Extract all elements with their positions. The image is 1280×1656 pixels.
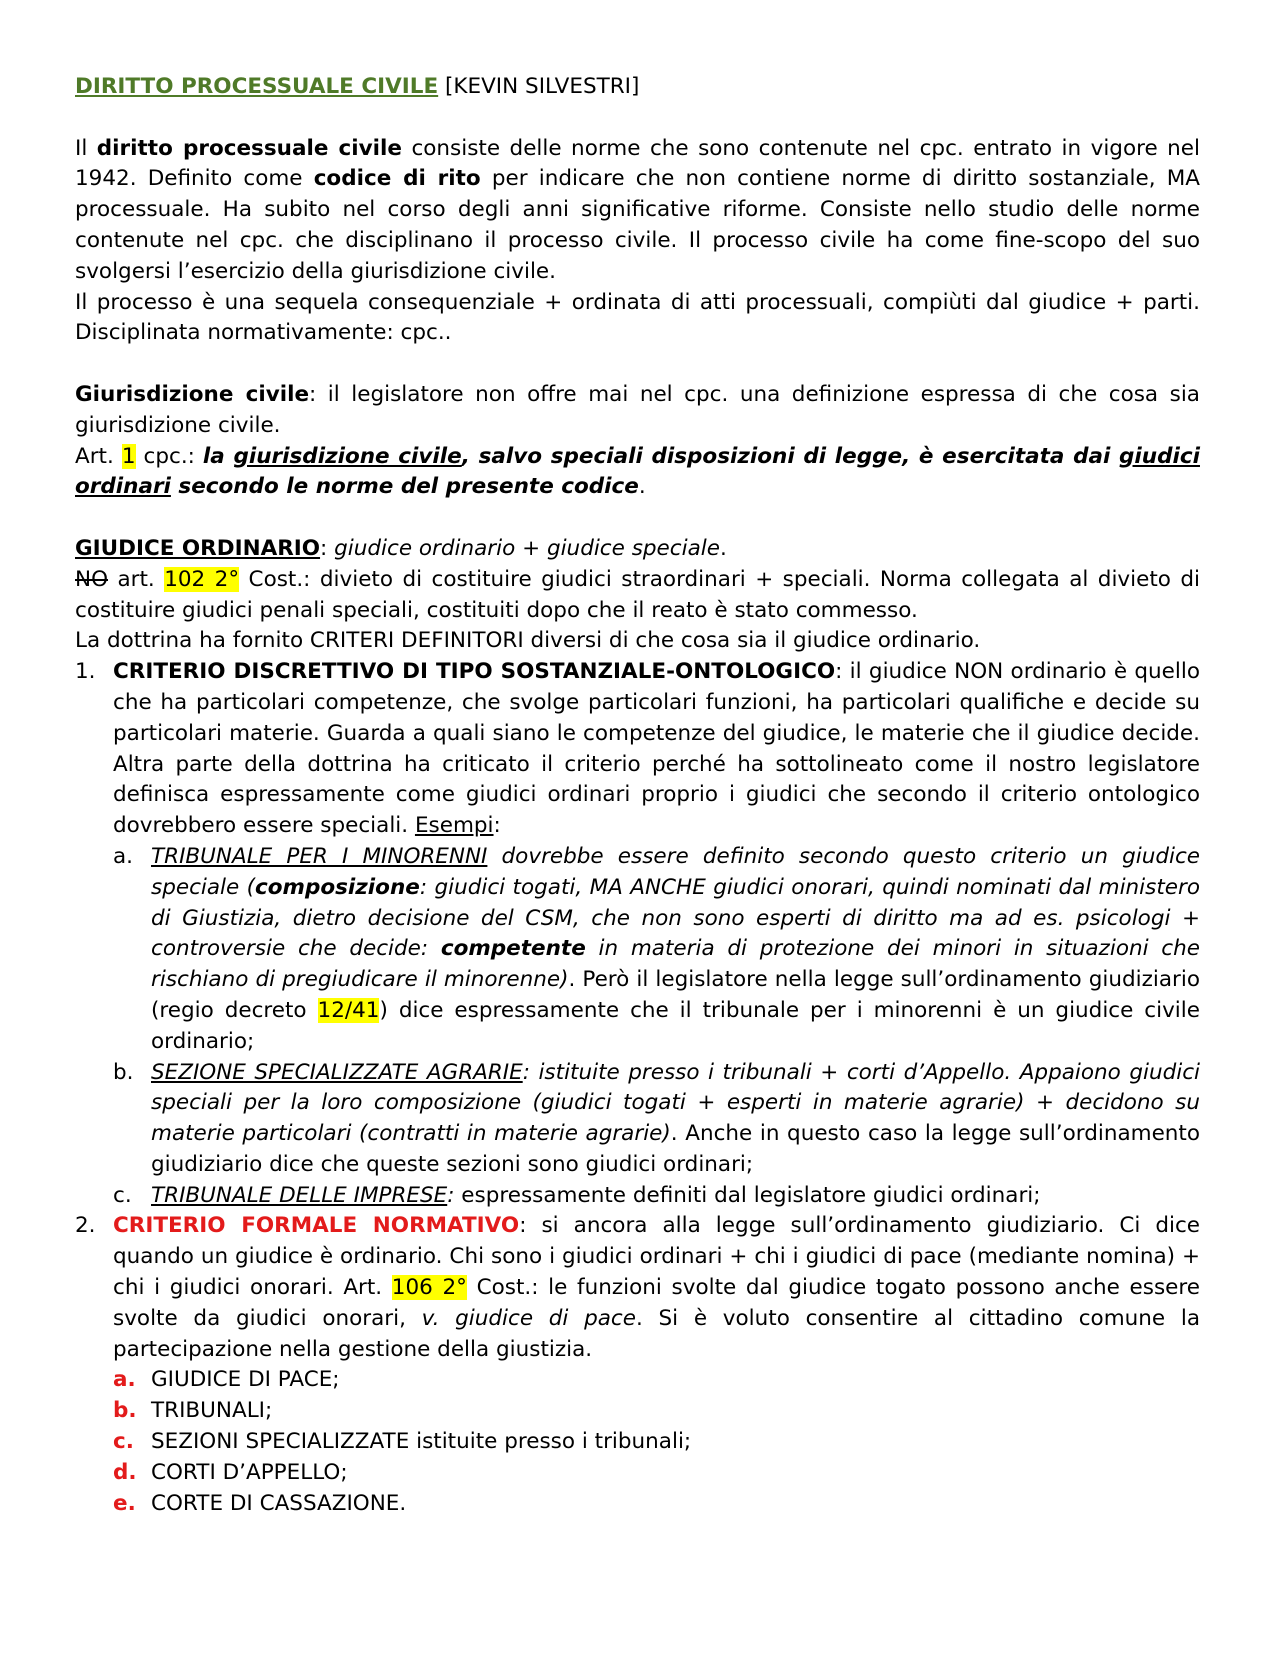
criterio-title: CRITERIO DISCRETTIVO DI TIPO SOSTANZIALE-ONTOLOGICO xyxy=(113,659,836,685)
highlighted-article: 1 xyxy=(121,443,136,469)
list-number: 1. xyxy=(75,659,96,685)
highlighted-article: 106 2° xyxy=(391,1275,467,1301)
courts-list xyxy=(113,1365,1200,1519)
bold-term: Giurisdizione civile xyxy=(75,381,310,407)
quote-text: la xyxy=(202,443,234,469)
quote-text: , salvo speciali disposizioni di legge, è esercitata dai xyxy=(461,443,1120,469)
text: per indicare che non contiene norme di diritto sostanziale, MA processuale. Ha subito nel corso degli anni significative riforme. Consiste nello studio delle norme contenute nel cpc. che disciplinano il processo civile. Il processo civile ha come fine-scopo del suo svolgersi l’esercizio della giurisdizione civile. xyxy=(75,166,1200,284)
underlined-text: Esempi xyxy=(414,813,494,839)
criteri-paragraph: La dottrina ha fornito CRITERI DEFINITORI diversi di che cosa sia il giudice ordinario. xyxy=(75,628,981,654)
art102-paragraph xyxy=(75,565,1200,627)
court-item xyxy=(113,1365,1200,1396)
list-item-criterio-2 xyxy=(75,1211,1200,1519)
text: Cost.: divieto di costituire giudici straordinari + speciali. Norma collegata al divieto di costituire giudici penali speciali, costituiti dopo che il reato è stato commesso. xyxy=(75,566,1200,623)
quote-underlined: giurisdizione civile xyxy=(233,443,462,469)
quote-underlined: giudici ordinari xyxy=(75,443,1200,500)
list-letter: b. xyxy=(113,1059,134,1085)
text: consiste delle norme che sono contenute nel cpc. entrato in vigore nel 1942. Definito come xyxy=(75,135,1200,192)
list-letter: e. xyxy=(113,1490,136,1516)
italic-text: : istituite presso i tribunali + corti d’Appello. Appaiono giudici speciali per la loro composizione (giudici togati + esperti in materie agrarie) + decidono su materie particolari (contratti in materie agrarie) xyxy=(151,1059,1200,1147)
italic-text: v. giudice di pace xyxy=(421,1305,636,1331)
intro-paragraph xyxy=(75,134,1200,288)
list-letter: d. xyxy=(113,1459,137,1485)
court-label: TRIBUNALI; xyxy=(151,1398,273,1424)
list-item-criterio-1 xyxy=(75,657,1200,1211)
court-label: SEZIONI SPECIALIZZATE istituite presso i tribunali; xyxy=(151,1429,692,1455)
court-label: GIUDICE DI PACE; xyxy=(151,1367,340,1393)
text: : il legislatore non offre mai nel cpc. una definizione espressa di che cosa sia giurisdizione civile. xyxy=(75,381,1200,438)
underlined-italic: TRIBUNALE PER I MINORENNI xyxy=(151,843,488,869)
quote-text: secondo le norme del presente codice xyxy=(170,474,639,500)
list-letter: a. xyxy=(113,1367,136,1393)
list-item-a xyxy=(113,842,1200,1058)
list-letter: c. xyxy=(113,1429,134,1455)
italic-text: giudice ordinario + giudice speciale xyxy=(334,535,720,561)
list-number: 2. xyxy=(75,1213,96,1239)
court-item xyxy=(113,1489,1200,1520)
text: : xyxy=(320,535,335,561)
page-title: DIRITTO PROCESSUALE CIVILE xyxy=(75,74,439,99)
text: . Però il legislatore nella legge sull’ordinamento giudiziario (regio decreto xyxy=(151,967,1200,1023)
italic-text: in materia di protezione dei minori in situazioni che rischiano di pregiudicare il minorenne) xyxy=(151,936,1200,993)
list-letter: b. xyxy=(113,1398,137,1424)
highlighted-article: 102 2° xyxy=(164,566,240,592)
author: [KEVIN SILVESTRI] xyxy=(445,74,640,99)
bold-term: codice di rito xyxy=(313,166,481,192)
giurisdizione-paragraph xyxy=(75,380,1200,442)
text: Il xyxy=(75,135,97,161)
strikethrough-text: NO xyxy=(75,566,109,592)
text: art. xyxy=(108,566,165,592)
text: Art. xyxy=(75,443,122,469)
italic-text: : giudici togati, MA ANCHE giudici onorari, quindi nominati dal ministero di Giustizia, dietro decisione del CSM, che non sono esperti di diritto ma ad es. psicologi + controversie che decide: xyxy=(151,874,1201,962)
underlined-italic: SEZIONE SPECIALIZZATE AGRARIE xyxy=(151,1059,523,1085)
court-item xyxy=(113,1458,1200,1489)
list-item-c xyxy=(113,1181,1200,1212)
text: ) dice espressamente che il tribunale per i minorenni è un giudice civile ordinario; xyxy=(151,997,1200,1054)
text: : il giudice NON ordinario è quello che ha particolari competenze, che svolge particolari funzioni, ha particolari qualifiche e decide su particolari materie. Guarda a quali siano le competenze del giudice, le materie che il giudice decide. Altra parte della dottrina ha criticato il criterio perché ha sottolineato come il nostro legislatore definisca espressamente come giudici ordinari proprio i giudici che secondo il criterio ontologico dovrebbero essere speciali. xyxy=(113,659,1200,839)
criteri-list xyxy=(75,657,1200,1519)
criterio-title-red: CRITERIO FORMALE NORMATIVO xyxy=(113,1213,520,1239)
court-item xyxy=(113,1427,1200,1458)
section-heading: GIUDICE ORDINARIO xyxy=(75,535,321,561)
court-item xyxy=(113,1396,1200,1427)
court-label: CORTI D’APPELLO; xyxy=(151,1459,348,1485)
list-letter: c. xyxy=(113,1182,132,1208)
text: . xyxy=(719,535,727,561)
italic-text: dovrebbe essere definito secondo questo criterio un giudice speciale ( xyxy=(151,843,1200,900)
list-item-b xyxy=(113,1058,1200,1181)
court-label: CORTE DI CASSAZIONE. xyxy=(151,1490,407,1516)
text: espressamente definiti dal legislatore giudici ordinari; xyxy=(454,1182,1041,1208)
highlighted-text: 12/41 xyxy=(317,997,380,1023)
text: cpc.: xyxy=(135,443,203,469)
text: . Si è voluto consentire al cittadino comune la partecipazione nella gestione della giustizia. xyxy=(113,1305,1200,1362)
underlined-italic: TRIBUNALE DELLE IMPRESE xyxy=(151,1182,448,1208)
bold-italic: competente xyxy=(440,936,586,962)
document-body xyxy=(75,72,1200,1519)
list-letter: a. xyxy=(113,843,134,869)
text: . xyxy=(638,474,646,500)
bold-italic: composizione xyxy=(255,874,420,900)
title-line xyxy=(75,72,1200,103)
italic-text: : xyxy=(447,1182,455,1208)
text: : xyxy=(493,813,501,839)
text: . Anche in questo caso la legge sull’ordinamento giudiziario dice che queste sezioni sono giudici ordinari; xyxy=(151,1121,1201,1177)
text: : si ancora alla legge sull’ordinamento giudiziario. Ci dice quando un giudice è ordinario. Chi sono i giudici ordinari + chi i giudici di pace (mediante nomina) + chi i giudici onorari. Art. xyxy=(113,1213,1201,1301)
text: Cost.: le funzioni svolte dal giudice togato possono anche essere svolte da giudici onorari, xyxy=(113,1275,1200,1331)
bold-term: diritto processuale civile xyxy=(96,135,402,161)
processo-paragraph: Il processo è una sequela consequenziale + ordinata di atti processuali, compiùti dal giudice + parti. Disciplinata normativamente: cpc.. xyxy=(75,289,1200,346)
esempi-list xyxy=(113,842,1200,1212)
art1-paragraph xyxy=(75,442,1200,504)
giudice-ordinario-heading xyxy=(75,534,1200,565)
